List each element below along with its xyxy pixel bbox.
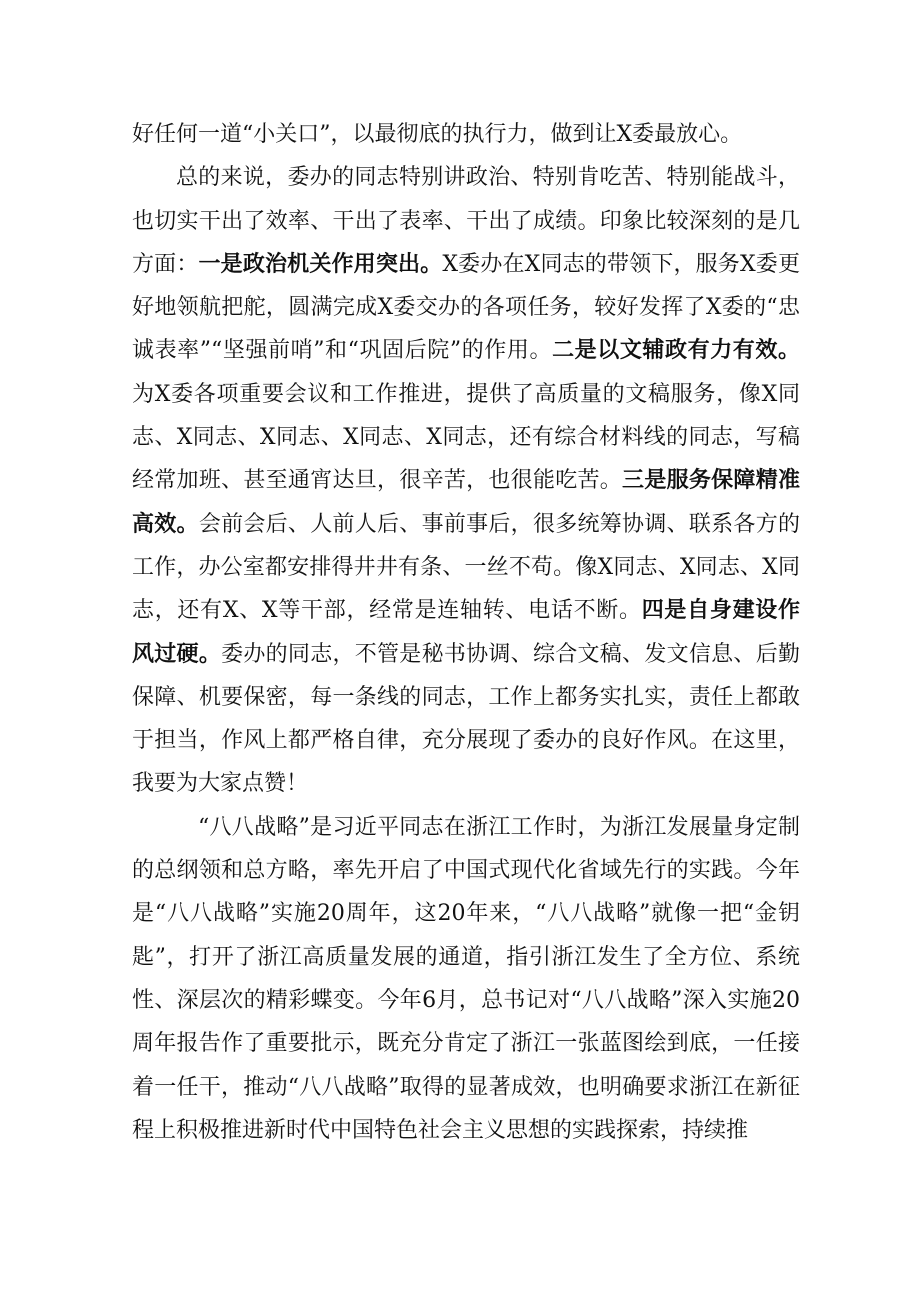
bold-heading-point-two: 二是以文辅政有力有效。	[552, 338, 800, 364]
paragraph-strategy	[132, 806, 800, 1152]
paragraph-text: 委办的同志，不管是秘书协调、综合文稿、发文信息、后勤保障、机要保密，每一条线的同志，工作上都务实扎实，责任上都敢于担当，作风上都严格自律，充分展现了委办的良好作风。在这里，我要为大家点赞！	[132, 641, 800, 797]
paragraph-text: 会前会后、人前人后、事前事后，很多统筹协调、联系各方的工作，办公室都安排得井井有条、一丝不苟。像X同志、X同志、X同志，还有X、X等干部，经常是连轴转、电话不断。	[132, 511, 800, 624]
document-body	[132, 113, 800, 1152]
paragraph-summary	[132, 156, 800, 805]
paragraph-text: 为X委各项重要会议和工作推进，提供了高质量的文稿服务，像X同志、X同志、X同志、X同志、X同志，还有综合材料线的同志，写稿经常加班、甚至通宵达旦，很辛苦，也很能吃苦。	[132, 381, 800, 494]
paragraph-text: 总的来说，委办的同志特别讲政治、特别肯吃苦、特别能战斗，也切实干出了效率、干出了表率、干出了成绩。印象比较深刻的是几方面：	[132, 165, 800, 277]
paragraph-continuation	[132, 113, 800, 156]
paragraph-text: “八八战略”是习近平同志在浙江工作时，为浙江发展量身定制的总纲领和总方略，率先开启了中国式现代化省域先行的实践。今年是“八八战略”实施20周年，这20年来，“八八战略”就像一把“金钥匙”，打开了浙江高质量发展的通道，指引浙江发生了全方位、系统性、深层次的精彩蝶变。今年6月，总书记对“八八战略”深入实施20周年报告作了重要批示，既充分肯定了浙江一张蓝图绘到底，一任接着一任干，推动“八八战略”取得的显著成效，也明确要求浙江在新征程上积极推进新时代中国特色社会主义思想的实践探索，持续推	[132, 814, 800, 1143]
paragraph-text: X委办在X同志的带领下，服务X委更好地领航把舵，圆满完成X委交办的各项任务，较好发挥了X委的“忠诚表率”“坚强前哨”和“巩固后院”的作用。	[132, 251, 800, 364]
bold-heading-point-three: 三是服务保障精准高效。	[132, 468, 800, 537]
paragraph-text: 好任何一道“小关口”，以最彻底的执行力，做到让X委最放心。	[132, 122, 743, 147]
bold-heading-point-one: 一是政治机关作用突出。	[198, 251, 443, 277]
bold-heading-point-four: 四是自身建设作风过硬。	[132, 598, 800, 667]
